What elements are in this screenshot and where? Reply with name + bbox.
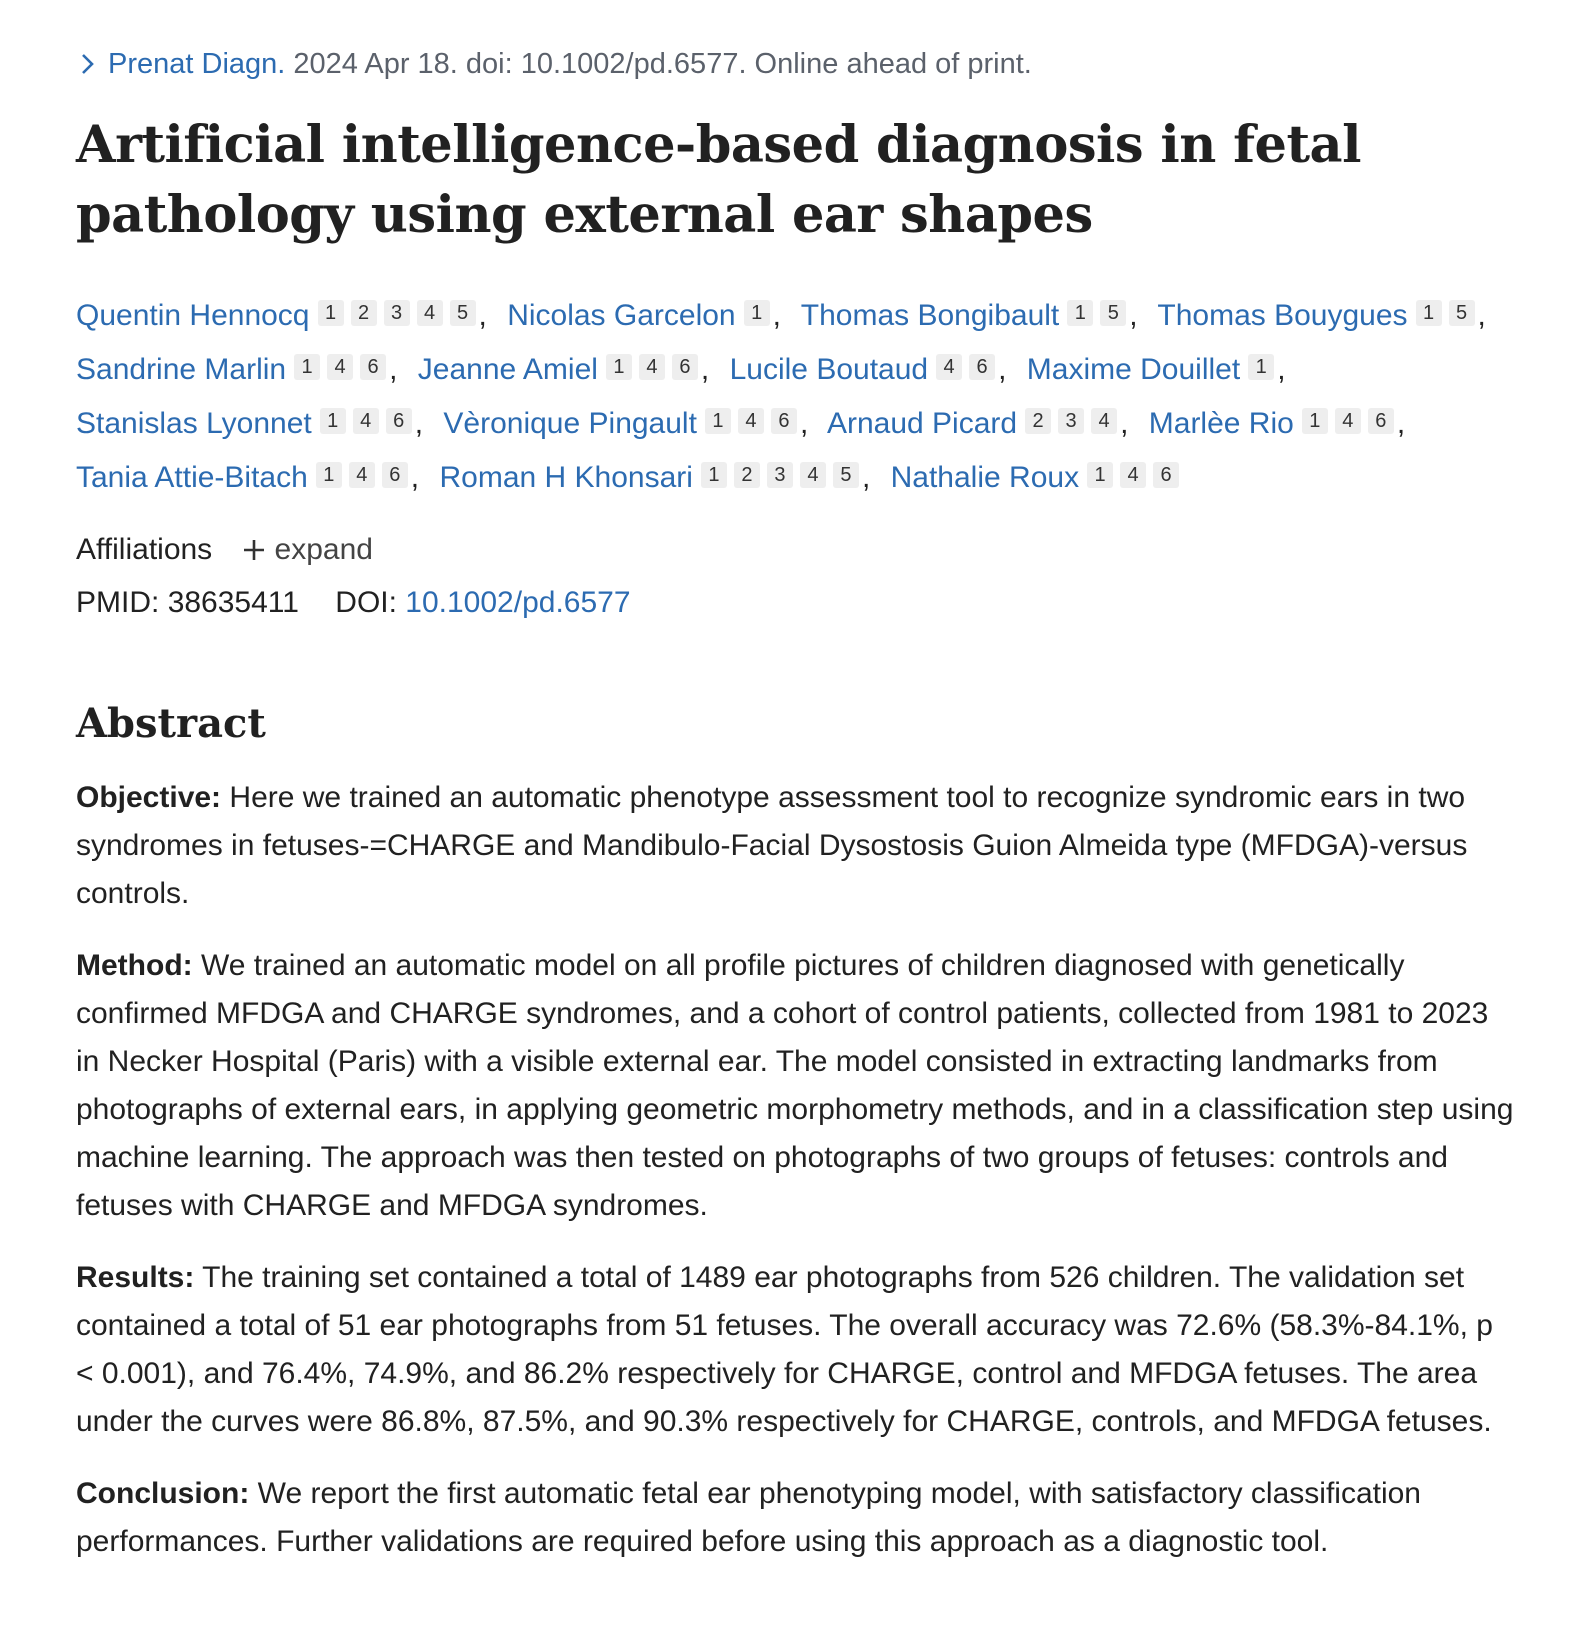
affiliation-badge[interactable]: 4 [800,462,826,488]
affiliation-badge[interactable]: 1 [294,354,320,380]
affiliation-badge[interactable]: 4 [353,408,379,434]
affiliation-badge[interactable]: 4 [639,354,665,380]
author-affiliation-badges [1302,394,1401,442]
affiliation-badge[interactable]: 1 [320,408,346,434]
expand-label: expand [274,533,373,566]
affiliation-badge[interactable]: 4 [1120,462,1146,488]
author-affiliation-badges [705,394,804,442]
affiliation-badge[interactable]: 1 [318,300,344,326]
author-name-link[interactable]: Stanislas Lyonnet [76,407,312,440]
author-separator: , [799,407,809,440]
abstract-section-text: Here we trained an automatic phenotype assessment tool to recognize syndromic ears in two syndromes in fetuses-=CHARGE and Mandibulo-Facial Dysostosis Guion Almeida type (MFDGA)-versus controls. [76,781,1468,910]
author-name-link[interactable]: Vèronique Pingault [443,407,697,440]
abstract-results [76,1254,1518,1446]
affiliation-badge[interactable]: 1 [1087,462,1113,488]
citation-details: 2024 Apr 18. doi: 10.1002/pd.6577. Online ahead of print. [293,48,1032,80]
affiliation-badge[interactable]: 6 [771,408,797,434]
affiliation-badge[interactable]: 3 [1058,408,1084,434]
affiliation-badge[interactable]: 4 [936,354,962,380]
author-affiliation-badges [744,286,777,334]
affiliation-badge[interactable]: 6 [969,354,995,380]
affiliation-badge[interactable]: 6 [1153,462,1179,488]
author-entry [730,353,1019,386]
affiliation-badge[interactable]: 5 [1449,300,1475,326]
affiliations-row [76,528,1518,572]
abstract-section-text: We report the first automatic fetal ear phenotyping model, with satisfactory classification performances. Further validations are required before using this approach as a diagnostic tool. [76,1477,1421,1558]
abstract-heading: Abstract [76,700,266,747]
author-separator: , [410,461,420,494]
author-separator: , [861,461,871,494]
affiliation-badge[interactable]: 1 [744,300,770,326]
author-entry [1157,299,1497,332]
author-affiliation-badges [1067,286,1133,334]
affiliation-badge[interactable]: 1 [705,408,731,434]
affiliation-badge[interactable]: 2 [734,462,760,488]
author-affiliation-badges [1025,394,1124,442]
affiliation-badge[interactable]: 6 [1368,408,1394,434]
author-affiliation-badges [606,340,705,388]
author-entry [76,407,435,440]
author-entry [1027,353,1298,386]
author-entry [76,461,431,494]
pmid-value: 38635411 [167,586,299,619]
author-name-link[interactable]: Thomas Bouygues [1157,299,1408,332]
author-name-link[interactable]: Maxime Douillet [1026,353,1241,386]
author-entry [439,461,882,494]
abstract-section-text: The training set contained a total of 1489 ear photographs from 526 children. The validation set contained a total of 51 ear photographs from 51 fetuses. The overall accuracy was 72.6% (58.3%-84.1%, p < 0.001), and 76.4%, 74.9%, and 86.2% respectively for CHARGE, control and MFDGA fetuses. The area under the curves were 86.8%, 87.5%, and 90.3% respectively for CHARGE, controls, and MFDGA fetuses. [76,1261,1493,1438]
abstract-section-text: We trained an automatic model on all profile pictures of children diagnosed with genetically confirmed MFDGA and CHARGE syndromes, and a cohort of control patients, collected from 1981 to 2023 in Necker Hospital (Paris) with a visible external ear. The model consisted in extracting landmarks from photographs of external ears, in applying geometric morphometry methods, and in a classification step using machine learning. The approach was then tested on photographs of two groups of fetuses: controls and fetuses with CHARGE and MFDGA syndromes. [76,949,1514,1222]
affiliation-badge[interactable]: 6 [672,354,698,380]
author-separator: , [1277,353,1286,386]
authors-list [76,286,1518,502]
author-separator: , [1120,407,1129,440]
affiliation-badge[interactable]: 6 [382,462,408,488]
affiliations-label: Affiliations [76,533,213,566]
affiliation-badge[interactable]: 4 [1091,408,1117,434]
author-entry [418,353,721,386]
affiliation-badge[interactable]: 1 [1067,300,1093,326]
author-entry [443,407,820,440]
author-separator: , [478,299,487,332]
author-affiliation-badges [701,448,866,496]
abstract-section-label: Objective: [76,781,222,814]
author-separator: , [1396,407,1406,440]
author-separator: , [700,353,710,386]
identifiers-row [76,580,1518,626]
author-name-link[interactable]: Thomas Bongibault [800,299,1060,332]
author-separator: , [1477,299,1486,332]
affiliation-badge[interactable]: 5 [1100,300,1126,326]
author-entry [801,299,1150,332]
abstract-section-label: Method: [76,949,193,982]
author-affiliation-badges [936,340,1002,388]
affiliation-badge[interactable]: 4 [349,462,375,488]
author-entry [76,353,409,386]
author-affiliation-badges [320,394,419,442]
citation-line [76,38,1518,90]
author-affiliation-badges [1087,448,1186,496]
author-name-link[interactable]: Sandrine Marlin [76,353,287,386]
affiliation-badge[interactable]: 4 [417,300,443,326]
author-name-link[interactable]: Nicolas Garcelon [507,299,736,332]
author-entry [1149,407,1417,440]
author-affiliation-badges [1416,286,1482,334]
author-entry [507,299,793,332]
affiliation-badge[interactable]: 1 [606,354,632,380]
affiliation-badge[interactable]: 2 [351,300,377,326]
abstract-method [76,942,1518,1230]
author-name-link[interactable]: Jeanne Amiel [417,353,598,386]
author-name-link[interactable]: Quentin Hennocq [76,299,310,332]
author-separator: , [414,407,424,440]
journal-link[interactable]: Prenat Diagn. [108,48,286,80]
author-name-link[interactable]: Marlèe Rio [1148,407,1294,440]
affiliation-badge[interactable]: 6 [386,408,412,434]
affiliation-badge[interactable]: 5 [450,300,476,326]
abstract-body [76,774,1518,1566]
abstract-conclusion [76,1470,1518,1566]
article-title: Artificial intelligence-based diagnosis in fetal pathology using external ear shapes [76,115,1361,245]
author-name-link[interactable]: Roman H Khonsari [439,461,693,494]
affiliation-badge[interactable]: 4 [738,408,764,434]
affiliation-badge[interactable]: 1 [316,462,342,488]
affiliation-badge[interactable]: 3 [767,462,793,488]
affiliation-badge[interactable]: 1 [1248,354,1274,380]
abstract-objective [76,774,1518,918]
abstract-section-label: Results: [76,1261,195,1294]
affiliation-badge[interactable]: 1 [1416,300,1442,326]
affiliation-badge[interactable]: 3 [384,300,410,326]
pmid-label: PMID: [76,586,160,619]
author-name-link[interactable]: Nathalie Roux [890,461,1080,494]
author-affiliation-badges [294,340,393,388]
doi-label: DOI: [335,586,397,619]
affiliation-badge[interactable]: 6 [360,354,386,380]
author-separator: , [772,299,781,332]
author-affiliation-badges [318,286,483,334]
affiliation-badge[interactable]: 5 [833,462,859,488]
chevron-right-icon[interactable] [76,52,100,76]
author-entry [827,407,1140,440]
author-name-link[interactable]: Tania Attie-Bitach [76,461,308,494]
author-affiliation-badges [316,448,415,496]
author-entry [891,461,1186,494]
affiliation-badge[interactable]: 2 [1025,408,1051,434]
author-separator: , [1129,299,1138,332]
author-name-link[interactable]: Arnaud Picard [826,407,1018,440]
doi-link[interactable]: 10.1002/pd.6577 [405,586,631,619]
plus-icon [243,539,265,561]
author-separator: , [998,353,1007,386]
affiliation-badge[interactable]: 4 [1335,408,1361,434]
author-separator: , [389,353,398,386]
author-entry [76,299,499,332]
abstract-section-label: Conclusion: [76,1477,250,1510]
affiliation-badge[interactable]: 1 [701,462,727,488]
affiliation-badge[interactable]: 4 [327,354,353,380]
author-name-link[interactable]: Lucile Boutaud [729,353,929,386]
affiliations-expand-button[interactable] [243,528,373,572]
affiliation-badge[interactable]: 1 [1302,408,1328,434]
